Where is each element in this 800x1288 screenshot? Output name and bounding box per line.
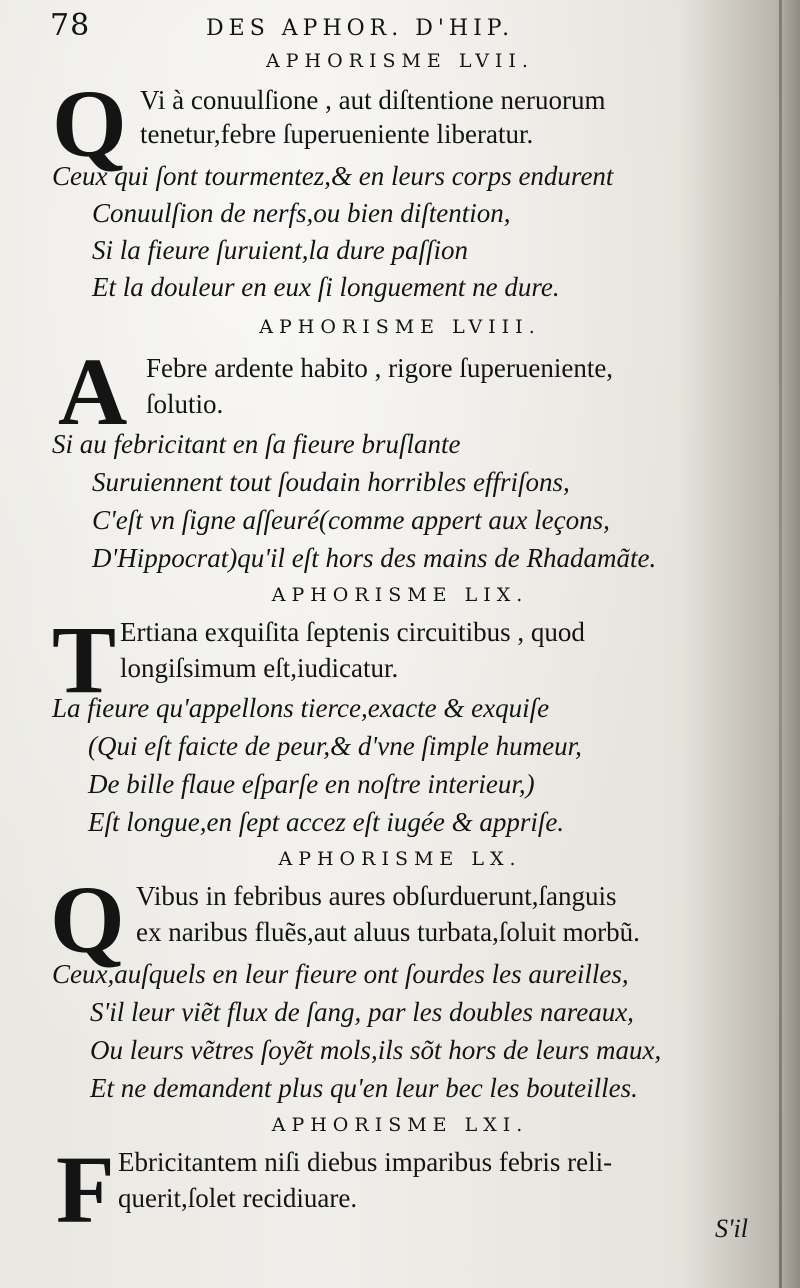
french-verse-line: Ou leurs vẽtres ſoyẽt mols,ils sõt hors de leurs maux, (90, 1035, 662, 1065)
drop-cap: Q (50, 866, 125, 973)
catchword: S'il (714, 1214, 748, 1243)
french-verse-line: Conuulſion de nerfs,ou bien diſtention, (92, 198, 511, 228)
french-verse-line: Eſt longue,en ſept accez eſt iugée & appriſe. (88, 807, 565, 837)
french-verse-line: S'il leur viẽt flux de ſang, par les doubles nareaux, (90, 997, 634, 1027)
latin-line: ſolutio. (146, 389, 224, 419)
aphorism-heading: APHORISME LIX. (271, 584, 529, 606)
aphorism-heading: APHORISME LX. (278, 848, 522, 870)
french-verse-line: Et la douleur en eux ſi longuement ne dure. (92, 272, 560, 302)
french-verse-line: Et ne demandent plus qu'en leur bec les bouteilles. (90, 1073, 638, 1103)
drop-cap: F (56, 1136, 115, 1243)
drop-cap: T (52, 606, 117, 713)
french-verse-line: C'eſt vn ſigne aſſeuré(comme appert aux leçons, (92, 505, 610, 535)
latin-line: Febre ardente habito , rigore ſuperueniente, (146, 353, 614, 383)
french-verse-line: De bille flaue eſparſe en noſtre interieur,) (88, 769, 535, 799)
page-header (36, 8, 756, 48)
french-verse-line: D'Hippocrat)qu'il eſt hors des mains de Rhadamãte. (92, 543, 657, 573)
french-verse-line: Ceux,auſquels en leur fieure ont ſourdes les aureilles, (52, 959, 629, 989)
french-verse-line: Si au febricitant en ſa fieure bruſlante (52, 429, 461, 459)
drop-cap: Q (52, 70, 127, 177)
french-verse-line: (Qui eſt faicte de peur,& d'vne ſimple humeur, (88, 731, 582, 761)
latin-line: Ebricitantem niſi diebus imparibus febris reli- (118, 1147, 613, 1177)
latin-line: Vi à conuulſione , aut diſtentione neruorum (140, 85, 606, 115)
aphorism-heading: APHORISME LXI. (271, 1114, 529, 1136)
drop-cap: A (58, 338, 128, 445)
latin-line: ex naribus fluẽs,aut aluus turbata,ſoluit morbũ. (136, 917, 640, 947)
running-title: DES APHOR. D'HIP. (206, 16, 515, 41)
page-number: 78 (50, 8, 91, 43)
french-verse-line: Suruiennent tout ſoudain horribles effriſons, (92, 467, 570, 497)
page-fold-shadow (779, 0, 782, 1288)
latin-line: tenetur,febre ſuperueniente liberatur. (140, 119, 534, 149)
latin-line: longiſsimum eſt,iudicatur. (120, 653, 399, 683)
french-verse-line: Si la fieure ſuruient,la dure paſſion (92, 235, 468, 265)
aphorism-heading: APHORISME LVII. (266, 50, 534, 72)
aphorism-heading: APHORISME LVIII. (259, 316, 541, 338)
latin-line: Ertiana exquiſita ſeptenis circuitibus , quod (120, 617, 585, 647)
latin-line: Vibus in febribus aures obſurduerunt,ſanguis (136, 881, 617, 911)
french-verse-line: Ceux qui ſont tourmentez,& en leurs corps endurent (52, 161, 614, 191)
latin-line: querit,ſolet recidiuare. (118, 1183, 358, 1213)
french-verse-line: La fieure qu'appellons tierce,exacte & exquiſe (52, 693, 550, 723)
